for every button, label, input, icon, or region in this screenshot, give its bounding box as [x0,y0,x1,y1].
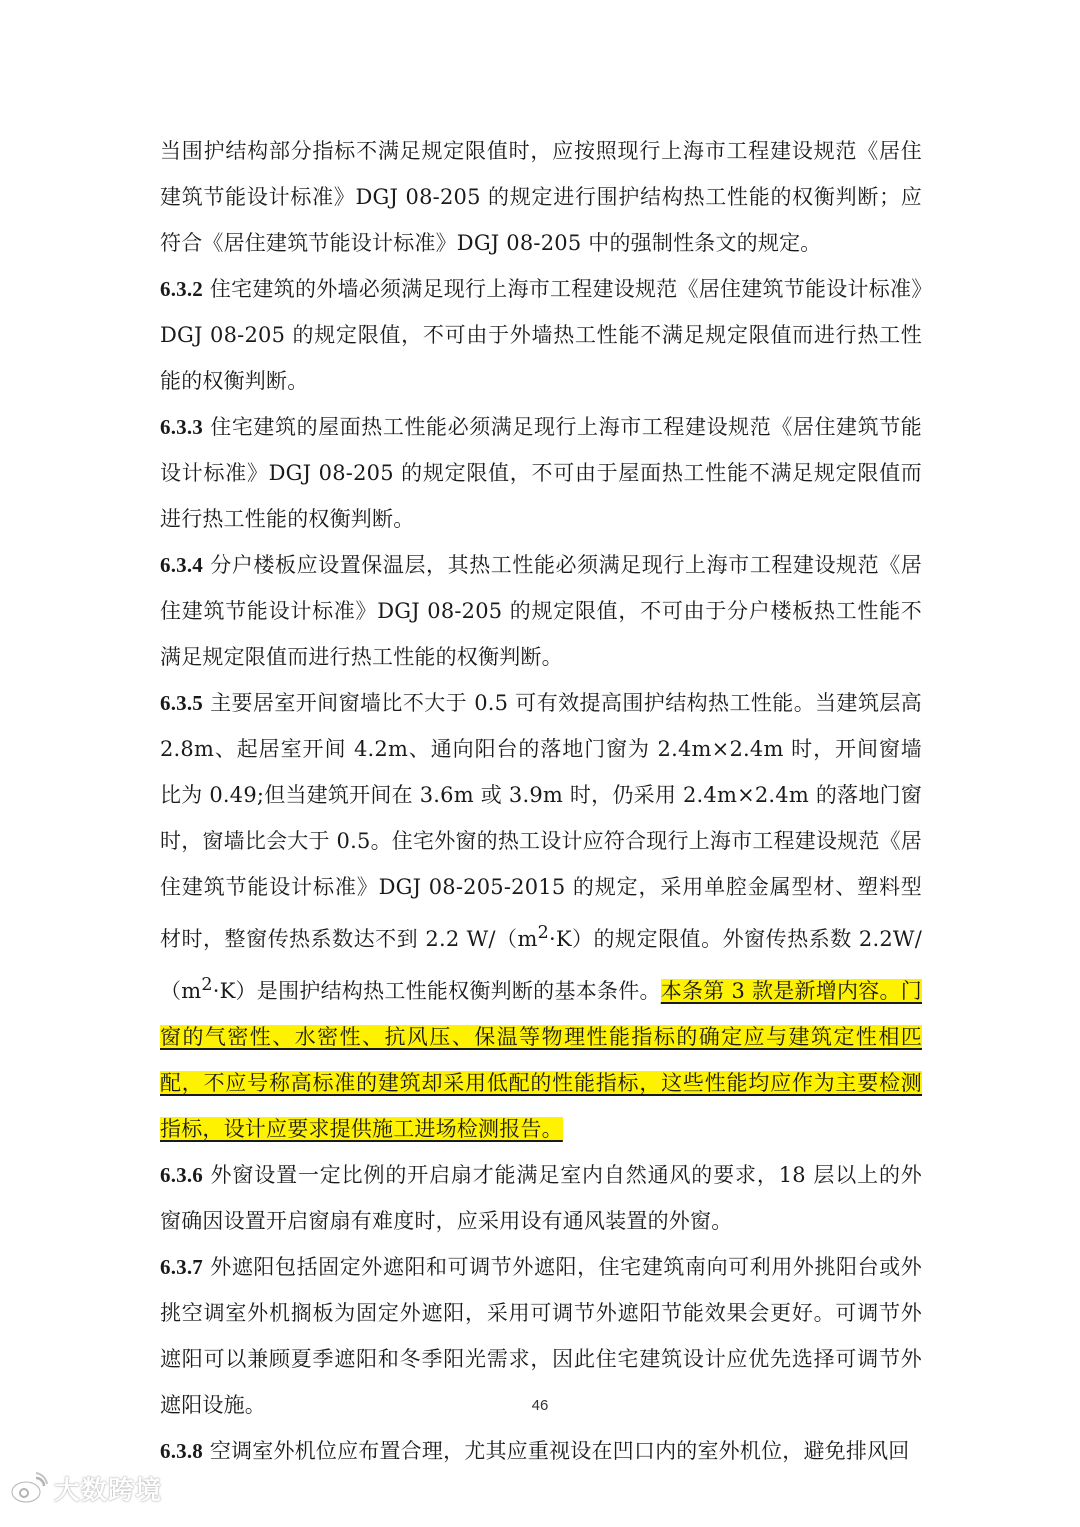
clause-6-3-8 [160,1428,922,1474]
clause-number: 6.3.3 [160,415,203,439]
clause-number: 6.3.8 [160,1439,203,1463]
clause-6-3-5 [160,680,922,1152]
intro-paragraph: 当围护结构部分指标不满足规定限值时，应按照现行上海市工程建设规范《居住建筑节能设计标准》DGJ 08-205 的规定进行围护结构热工性能的权衡判断；应符合《居住建筑节能设计标准》DGJ 08-205 中的强制性条文的规定。 [160,139,922,255]
clause-number: 6.3.5 [160,691,203,715]
clause-text: ·K）是围护结构热工性能权衡判断的基本条件。 [212,979,661,1003]
clause-6-3-3 [160,404,922,542]
clause-text: 分户楼板应设置保温层，其热工性能必须满足现行上海市工程建设规范《居住建筑节能设计标准》DGJ 08-205 的规定限值，不可由于分户楼板热工性能不满足规定限值而进行热工性能的权衡判断。 [160,553,922,669]
clause-number: 6.3.2 [160,277,203,301]
clause-number: 6.3.7 [160,1255,203,1279]
page-number: 46 [531,1397,549,1414]
clause-text: 外遮阳包括固定外遮阳和可调节外遮阳，住宅建筑南向可利用外挑阳台或外挑空调室外机搁板为固定外遮阳，采用可调节外遮阳节能效果会更好。可调节外遮阳可以兼顾夏季遮阳和冬季阳光需求，因此住宅建筑设计应优先选择可调节外遮阳设施。 [160,1255,922,1417]
highlighted-text: 本条第 3 款是新增内容。门窗的气密性、水密性、抗风压、保温等物理性能指标的确定应与建筑定性相匹配，不应号称高标准的建筑却采用低配的性能指标，这些性能均应作为主要检测指标，设计应要求提供施工进场检测报告。 [160,979,922,1141]
weibo-logo-icon [10,1472,48,1504]
page-body [160,128,922,1474]
clause-text: ·K）的规定限值。外窗传热系数 2.2W/（m [160,927,922,1003]
clause-text: 外窗设置一定比例的开启扇才能满足室内自然通风的要求，18 层以上的外窗确因设置开启窗扇有难度时，应采用设有通风装置的外窗。 [160,1163,922,1233]
watermark-text: 大数跨境 [54,1475,163,1506]
clause-text: 空调室外机位应布置合理，尤其应重视设在凹口内的室外机位，避免排风回 [203,1439,910,1463]
watermark [10,1468,162,1508]
superscript: 2 [537,923,549,943]
clause-text: 住宅建筑的屋面热工性能必须满足现行上海市工程建设规范《居住建筑节能设计标准》DGJ 08-205 的规定限值，不可由于屋面热工性能不满足规定限值而进行热工性能的权衡判断。 [160,415,922,531]
clause-6-3-4 [160,542,922,680]
clause-number: 6.3.4 [160,553,203,577]
clause-6-3-6 [160,1152,922,1244]
clause-text: 主要居室开间窗墙比不大于 0.5 可有效提高围护结构热工性能。当建筑层高 2.8m、起居室开间 4.2m、通向阳台的落地门窗为 2.4m×2.4m 时，开间窗墙比为 0.49;但当建筑开间在 3.6m 或 3.9m 时，仍采用 2.4m×2.4m 的落地门窗时，窗墙比会大于 0.5。住宅外窗的热工设计应符合现行上海市工程建设规范《居住建筑节能设计标准》DGJ 08-205-2015 的规定，采用单腔金属型材、塑料型材时，整窗传热系数达不到 2.2 W/（m [160,691,922,951]
clause-number: 6.3.6 [160,1163,203,1187]
clause-text: 住宅建筑的外墙必须满足现行上海市工程建设规范《居住建筑节能设计标准》DGJ 08-205 的规定限值，不可由于外墙热工性能不满足规定限值而进行热工性能的权衡判断。 [160,277,922,393]
superscript: 2 [201,975,213,995]
clause-6-3-2 [160,266,922,404]
